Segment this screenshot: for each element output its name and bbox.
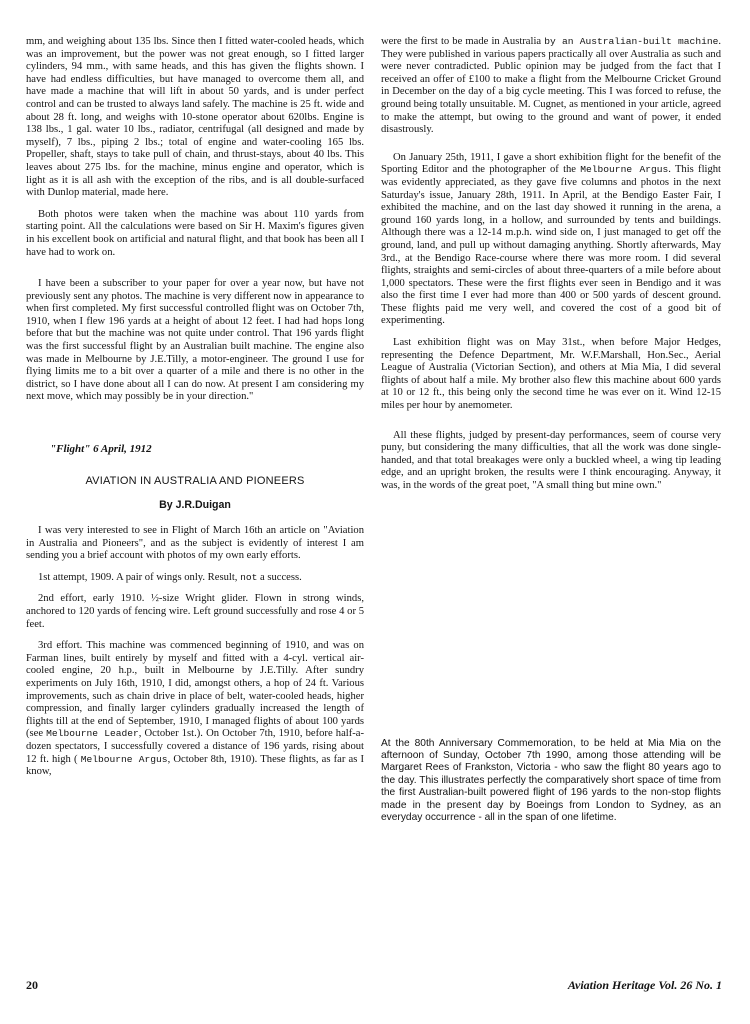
left-column: [26, 36, 364, 788]
anniversary-caption: At the 80th Anniversary Commemoration, to be held at Mia Mia on the afternoon of Sunday, October 7th 1990, among those attending will be Margaret Rees of Frankston, Victoria - who saw the flight 80 years ago to the day. This illustrates perfectly the comparatively short space of time from the first Australian-built powered flight of 196 yards to the non-stop flights made in the present day by Boeings from London to Sydney, as an everyday occurrence - all in the span of one lifetime.: [381, 737, 721, 824]
paragraph-photos: Both photos were taken when the machine was about 110 yards from starting point. All the calculations were based on Sir H. Maxim's figures given in his excellent book on artificial and natural flight, and that book has been all I have had to work on.: [26, 208, 364, 258]
exhibitions-text-2: . This flight was evidently appreciated, as they gave five columns and photos in the next Saturday's issue, January 28th, 1911. In April, at the Bendigo Easter Fair, I exhibited the machine, and on the last day showed it running in the arena, a ground 160 yards long, in a hollow, and surrounded by tents and buildings. Although there was a 12-14 m.p.h. wind side on, I just managed to get off the ground, land, and pull up without damaging anything. Shortly afterwards, May 3rd., at the Bendigo Race-course where there was more room. I did several flights, straights and semi-circles of about three-quarters of a mile before about 1,000 spectators. These were the first flights ever seen in Bendigo and it was also the first time I ever had more than 400 or 500 yards of descent ground. These flights paid me very well, and covered the cost of a good bit of experimenting.: [381, 164, 721, 327]
paragraph-engine-details: mm, and weighing about 135 lbs. Since then I fitted water-cooled heads, which was an improvement, but the power was not great enough, so I fitted larger cylinders, 94 mm., with same heads, and this has given the flights shown. I have had endless difficulties, but have managed to overcome them all, and have made a machine that will lift in about 50 yards, and is under perfect control and can be trusted to always land safely. The machine is 25 ft. wide and about 28 ft. long, and weighs with 10-stone operator about 620lbs. Engine is 138 lbs., 1 gal. water 10 lbs., radiator, centrifugal (all designed and made by myself), 7 lbs., piping 2 lbs.; total of engine and water-cooling 165 lbs. Propeller, shaft, stays to take pull of chain, and thrust-stays, about 40 lbs. This leaves about 275 lbs. for the machine, minus engine and operator, which is light as it is all ash with the exception of the ribs, and is all double-surfaced with Dunlop material, made here.: [26, 36, 364, 199]
exhibitions-text-1: On January 25th, 1911, I gave a short exhibition flight for the benefit of the Sporting Editor and the photographer of the: [381, 151, 721, 176]
right-column: [381, 36, 721, 833]
third-effort-text-1: 3rd effort. This machine was commenced beginning of 1910, and was on Farman lines, built entirely by myself and fitted with a 4-cyl. vertical air-cooled engine, 20 h.p., built in Melbourne by J.E.Tilly. After sundry experiments on July 16th, 1910, I did, amongst others, a hop of 24 ft. Various improvements, such as chain drive in place of belt, water-cooled heads, higher compression, and finally larger cylinders gradually increased the length of flights till at the end of September, 1910, I managed flights of about 100 yards (see: [26, 640, 364, 740]
citation-argus-2: Melbourne Argus: [580, 164, 669, 176]
source-citation: "Flight" 6 April, 1912: [50, 443, 152, 456]
paragraph-first-australian: [381, 36, 721, 137]
paragraph-intro: I was very interested to see in Flight of March 16th an article on "Aviation in Australia and Pioneers", and as the subject is evidently of interest I am sending you a brief account with photos of my own early efforts.: [26, 525, 364, 562]
article-title: AVIATION IN AUSTRALIA AND PIONEERS: [85, 475, 305, 488]
first-attempt-emphasis: not: [240, 571, 258, 583]
first-attempt-tail: a success.: [257, 571, 302, 583]
first-attempt-text: 1st attempt, 1909. A pair of wings only. Result,: [38, 571, 241, 583]
paragraph-second-effort: 2nd effort, early 1910. ½-size Wright glider. Flown in strong winds, anchored to 120 yards of fencing wire. Left ground successfully and rose 4 or 5 feet.: [26, 593, 364, 630]
paragraph-subscriber: I have been a subscriber to your paper for over a year now, but have not previously sent any photos. The machine is very different now in appearance to when first completed. My first successful controlled flight was on October 7th, 1910, when I flew 196 yards at a height of about 12 feet. I had had hops long before that but the machine was not quite under control. That 196 yards flight was the first successful flight by an Australian built machine. The engine also was made in Melbourne by J.E.Tilly, a motor-engineer. The ground I use for flying limits me to a bit over a quarter of a mile and there is no other in the district, so I have done about all I can do now. At present I am considering my next move, which may possibly be in your direction.": [26, 278, 364, 403]
paragraph-conclusion: All these flights, judged by present-day performances, seem of course very puny, but considering the many difficulties, that all the work was done single-handed, and that total breakages were only a buckled wheel, a wing tip leading edge, and an upright broken, the results were I think encouraging. Anyway, it was, in the words of the great poet, "A small thing but mine own.": [381, 429, 721, 491]
paragraph-third-effort: [26, 640, 364, 779]
paragraph-exhibitions: [381, 152, 721, 328]
paragraph-last-exhibition: Last exhibition flight was on May 31st., when before Major Hedges, representing the Defence Department, Mr. W.F.Marshall, Hon.Sec., Aerial League of Australia (Victorian Section), and others at Mia Mia, I did several flights of about half a mile. My brother also flew this machine about 600 yards at 10 or 12 ft., this being only the second time he was ever on it. Wind 12-15 miles per hour by anemometer.: [381, 337, 721, 412]
publication-title: Aviation Heritage Vol. 26 No. 1: [567, 978, 722, 992]
first-australian-text-1: were the first to be made in Australia: [381, 36, 545, 47]
article-byline: By J.R.Duigan: [159, 499, 231, 512]
australian-built-emphasis: by an Australian-built machine: [544, 36, 719, 47]
paragraph-first-attempt: [26, 572, 364, 585]
citation-melbourne-leader: Melbourne Leader: [46, 728, 139, 740]
third-effort-text-3: , October 8th, 1910). These flights, as far as I know,: [26, 753, 365, 778]
third-effort-text-2: , October 1st.). On October 7th, 1910, before half-a-dozen spectators, I successfully covered a distance of 196 yards, rising about 12 ft. high (: [26, 728, 365, 765]
citation-melbourne-argus: Melbourne Argus: [80, 753, 168, 765]
first-australian-text-2: . They were published in various papers practically all over Australia as such and were never contradicted. Public opinion may be judged from the fact that I received an offer of £100 to make a flight from the Melbourne Cricket Ground in December on the day of a big cycle meeting. This I was forced to refuse, the ground being totally unsuitable. M. Cugnet, as mentioned in your article, agreed to make the attempt, but owing to the ground and want of power, it ended disastrously.: [381, 36, 722, 136]
page-number: 20: [26, 978, 38, 992]
